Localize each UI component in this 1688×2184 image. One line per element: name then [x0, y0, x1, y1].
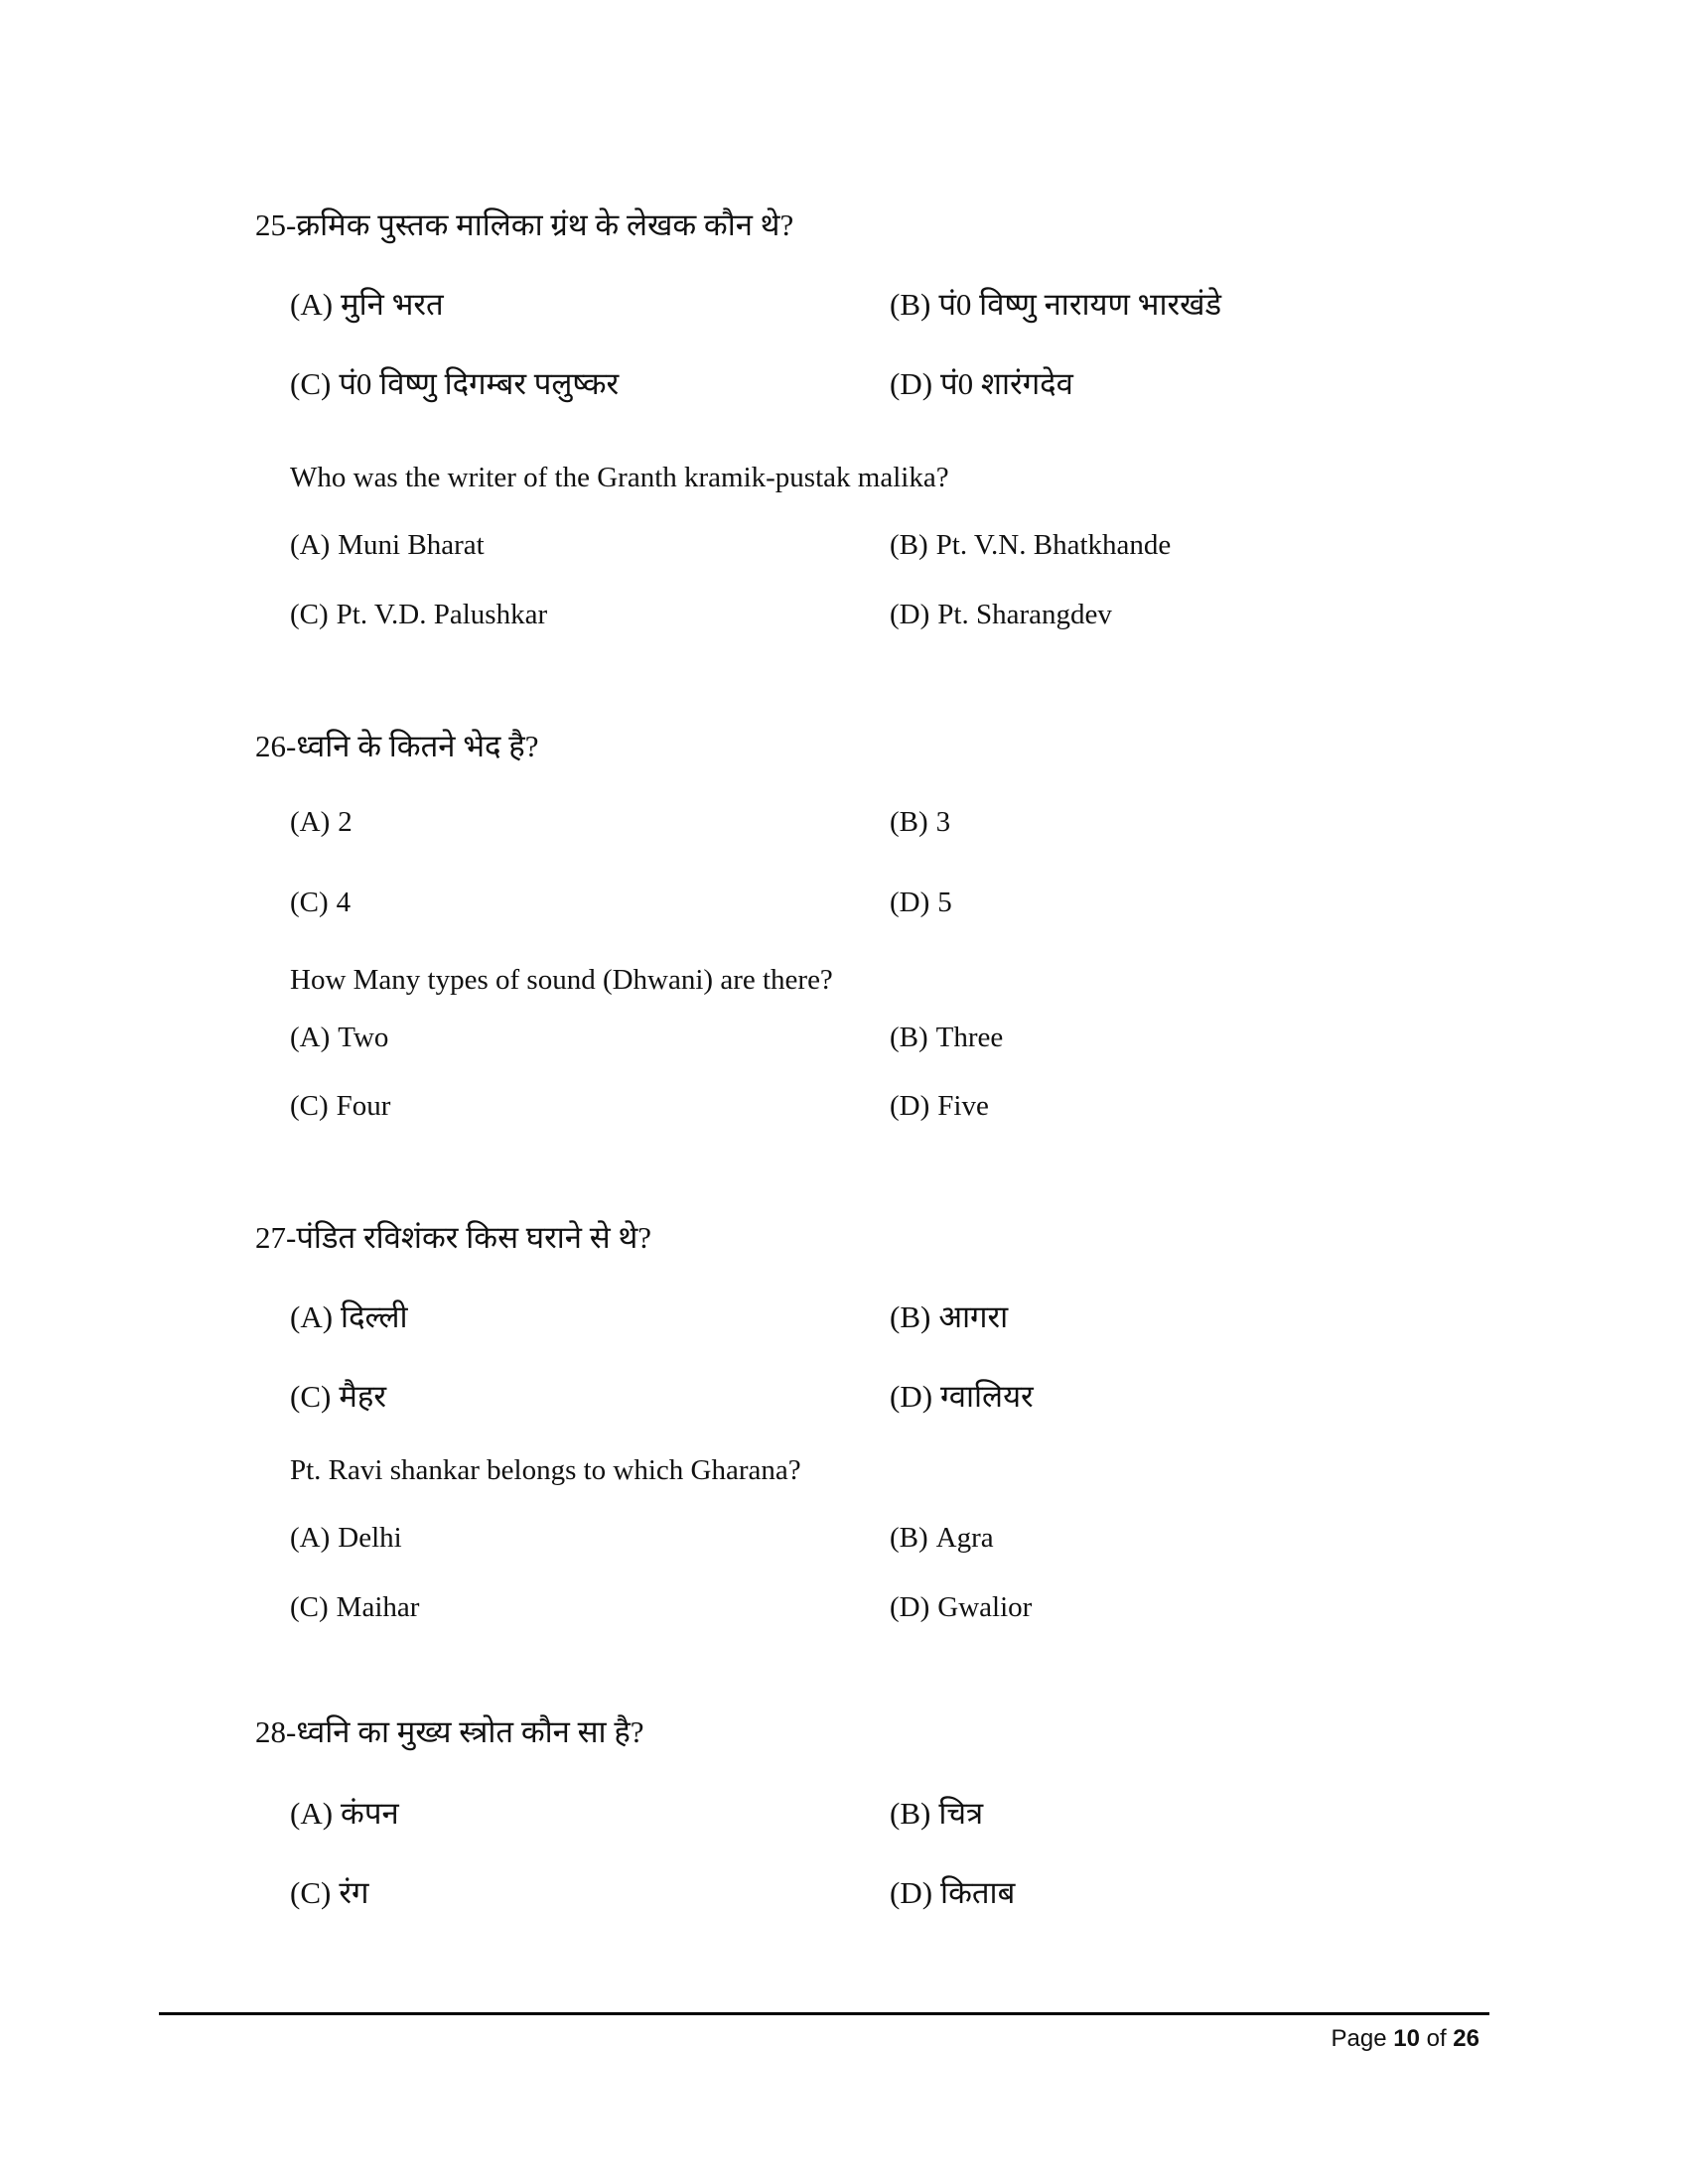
option-b — [890, 529, 1171, 562]
option-a — [290, 1296, 408, 1337]
question-26-english: How Many types of sound (Dhwani) are there? — [290, 964, 833, 996]
question-text: पंडित रविशंकर किस घराने से थे? — [296, 1220, 652, 1255]
option-c — [290, 1871, 368, 1913]
option-letter: (A) — [290, 287, 334, 322]
option-text: Agra — [935, 1522, 994, 1554]
option-letter: (C) — [290, 1875, 332, 1910]
page-current: 10 — [1393, 2025, 1420, 2052]
option-a — [290, 529, 485, 562]
question-number: 25- — [255, 207, 297, 242]
option-text: 2 — [338, 806, 352, 838]
question-text: क्रमिक पुस्तक मालिका ग्रंथ के लेखक कौन थे? — [296, 207, 794, 242]
option-a — [290, 283, 444, 325]
option-b — [890, 1522, 994, 1555]
option-a — [290, 1792, 399, 1834]
option-letter: (B) — [890, 529, 928, 561]
option-text: कंपन — [341, 1796, 399, 1831]
question-27-hindi — [255, 1216, 651, 1258]
option-text: पं0 विष्णु नारायण भारखंडे — [938, 287, 1222, 322]
option-letter: (B) — [890, 1022, 928, 1053]
page-total: 26 — [1453, 2025, 1479, 2052]
question-number: 28- — [255, 1714, 297, 1749]
option-text: Four — [336, 1090, 391, 1122]
option-d — [890, 1375, 1034, 1417]
option-d — [890, 362, 1073, 404]
option-d — [890, 887, 952, 919]
question-text: ध्वनि का मुख्य स्त्रोत कौन सा है? — [296, 1714, 644, 1749]
option-text: चित्र — [938, 1796, 984, 1831]
option-text: पं0 शारंगदेव — [940, 366, 1073, 401]
option-letter: (D) — [890, 1591, 930, 1623]
option-d — [890, 1591, 1032, 1624]
option-text: Delhi — [338, 1522, 402, 1554]
question-27-english: Pt. Ravi shankar belongs to which Gharana? — [290, 1454, 801, 1486]
option-b — [890, 1022, 1003, 1054]
option-letter: (C) — [290, 1591, 329, 1623]
option-text: Three — [935, 1022, 1004, 1053]
footer-divider — [159, 2012, 1489, 2015]
option-c — [290, 1375, 386, 1417]
option-letter: (A) — [290, 1022, 331, 1053]
question-text: ध्वनि के कितने भेद है? — [296, 729, 539, 763]
question-28-hindi — [255, 1710, 644, 1752]
option-text: रंग — [339, 1875, 369, 1910]
option-letter: (B) — [890, 1299, 931, 1334]
option-letter: (C) — [290, 366, 332, 401]
option-letter: (D) — [890, 366, 933, 401]
option-d — [890, 1871, 1015, 1913]
option-text: ग्वालियर — [940, 1379, 1034, 1414]
option-c — [290, 362, 619, 404]
option-text: आगरा — [938, 1299, 1009, 1334]
option-text: Pt. Sharangdev — [937, 599, 1112, 630]
option-letter: (A) — [290, 1796, 334, 1831]
option-letter: (C) — [290, 1379, 332, 1414]
option-text: Two — [338, 1022, 389, 1053]
option-c — [290, 1591, 419, 1624]
option-text: Maihar — [336, 1591, 420, 1623]
option-letter: (B) — [890, 1796, 931, 1831]
option-b — [890, 1792, 983, 1834]
option-c — [290, 1090, 390, 1123]
option-letter: (D) — [890, 887, 930, 918]
option-text: 5 — [937, 887, 952, 918]
option-d — [890, 599, 1112, 631]
option-letter: (B) — [890, 287, 931, 322]
question-25-hindi — [255, 204, 793, 245]
option-d — [890, 1090, 989, 1123]
option-letter: (B) — [890, 806, 928, 838]
option-letter: (D) — [890, 1379, 933, 1414]
of-label: of — [1426, 2025, 1447, 2052]
option-letter: (D) — [890, 599, 930, 630]
option-letter: (A) — [290, 529, 331, 561]
option-text: Pt. V.N. Bhatkhande — [935, 529, 1172, 561]
option-a — [290, 806, 352, 839]
option-text: 3 — [935, 806, 951, 838]
option-text: Pt. V.D. Palushkar — [336, 599, 548, 630]
option-b — [890, 283, 1221, 325]
option-text: Gwalior — [937, 1591, 1033, 1623]
option-text: मुनि भरत — [341, 287, 444, 322]
option-letter: (C) — [290, 887, 329, 918]
option-text: 4 — [336, 887, 352, 918]
option-letter: (A) — [290, 1522, 331, 1554]
option-text: दिल्ली — [341, 1299, 408, 1334]
option-text: Five — [937, 1090, 989, 1122]
option-letter: (A) — [290, 806, 331, 838]
option-letter: (B) — [890, 1522, 928, 1554]
question-25-english: Who was the writer of the Granth kramik-pustak malika? — [290, 462, 949, 493]
option-letter: (C) — [290, 1090, 329, 1122]
question-number: 26- — [255, 729, 297, 763]
option-b — [890, 806, 950, 839]
option-letter: (A) — [290, 1299, 334, 1334]
page-label: Page — [1331, 2025, 1387, 2052]
option-text: मैहर — [339, 1379, 387, 1414]
option-a — [290, 1022, 388, 1054]
option-a — [290, 1522, 402, 1555]
question-number: 27- — [255, 1220, 297, 1255]
question-26-hindi — [255, 725, 538, 766]
option-letter: (D) — [890, 1090, 930, 1122]
page-number — [1332, 2025, 1480, 2053]
option-c — [290, 887, 351, 919]
option-c — [290, 599, 547, 631]
option-b — [890, 1296, 1008, 1337]
option-text: किताब — [940, 1875, 1016, 1910]
option-letter: (D) — [890, 1875, 933, 1910]
option-text: पं0 विष्णु दिगम्बर पलुष्कर — [339, 366, 620, 401]
option-text: Muni Bharat — [338, 529, 485, 561]
option-letter: (C) — [290, 599, 329, 630]
